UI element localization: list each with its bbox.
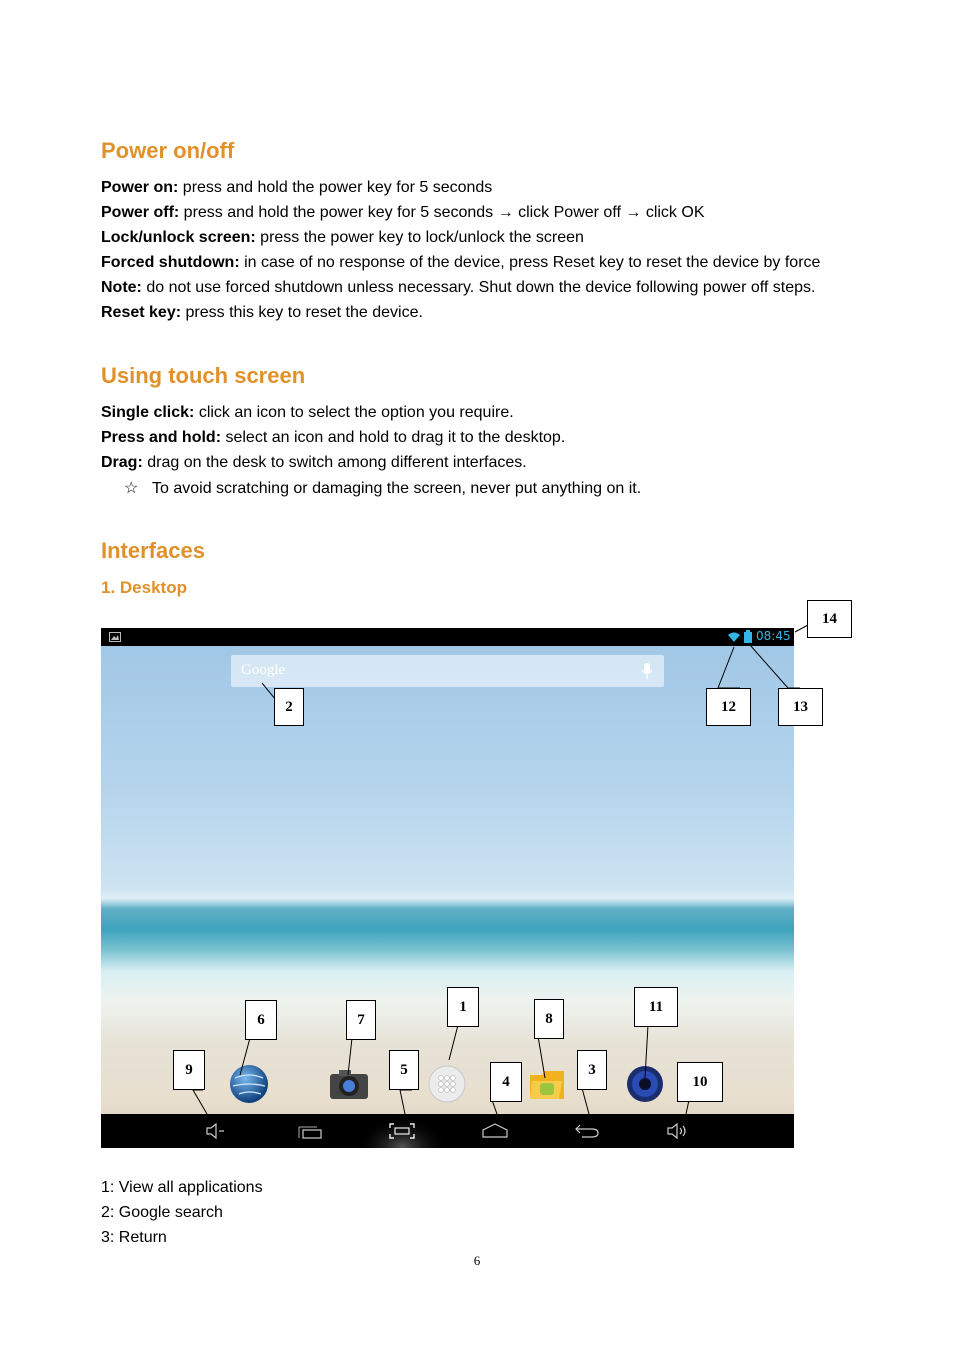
section-title-touch: Using touch screen (101, 363, 306, 388)
item-text: press this key to reset the device. (181, 304, 423, 321)
item-text: press and hold the power key for 5 seconds (178, 179, 493, 196)
item-text: press the power key to lock/unlock the screen (255, 229, 584, 246)
item-text: press and hold the power key for 5 seconds → click Power off → click OK (179, 204, 705, 221)
section-title-power: Power on/off (101, 138, 235, 163)
note-text: To avoid scratching or damaging the screen, never put anything on it. (152, 480, 642, 497)
item-label: Note: (101, 279, 142, 296)
section-title-interfaces: Interfaces (101, 538, 205, 563)
pointer-5 (400, 1090, 412, 1114)
legend-item: 3: Return (101, 1229, 167, 1246)
pointer-12 (718, 647, 740, 688)
item-label: Drag: (101, 454, 143, 471)
pointer-13 (750, 645, 800, 688)
callout-10: 10 (677, 1062, 723, 1102)
page-number: 6 (473, 1253, 481, 1268)
item-label: Power on: (101, 179, 179, 196)
legend-item: 1: View all applications (101, 1179, 263, 1196)
item-label: Reset key: (101, 304, 182, 321)
item-label: Lock/unlock screen: (101, 229, 256, 246)
item-label: Forced shutdown: (101, 254, 240, 271)
item-label: Single click: (101, 404, 195, 421)
item-text: drag on the desk to switch among different interfaces. (142, 454, 527, 471)
pointer-7 (348, 1038, 360, 1075)
item-text: select an icon and hold to drag it to the desktop. (221, 429, 566, 446)
pointer-8 (538, 1036, 545, 1078)
pointer-10 (686, 1100, 697, 1114)
pointer-11 (645, 1025, 656, 1078)
search-bar-text: Google (241, 662, 286, 678)
item-text: in case of no response of the device, press Reset key to reset the device by force (239, 254, 821, 271)
star-icon: ☆ (124, 480, 139, 497)
callout-12: 12 (706, 688, 751, 726)
callout-5: 5 (389, 1050, 419, 1090)
callout-14: 14 (807, 600, 852, 638)
legend-item: 2: Google search (101, 1204, 223, 1221)
callout-9: 9 (173, 1050, 205, 1090)
pointer-6 (240, 1038, 262, 1075)
clock: 08:45 (756, 629, 791, 643)
item-text: do not use forced shutdown unless necessary. Shut down the device following power off steps. (141, 279, 816, 296)
callout-11: 11 (634, 987, 678, 1027)
pointer-3 (582, 1088, 595, 1114)
callout-3: 3 (577, 1050, 607, 1090)
callout-13: 13 (778, 688, 823, 726)
pointer-1 (449, 1025, 467, 1060)
pointer-9 (193, 1090, 207, 1114)
pointer-4 (492, 1100, 503, 1114)
item-text: click an icon to select the option you require. (194, 404, 514, 421)
callout-1: 1 (447, 987, 479, 1027)
callout-2: 2 (274, 688, 304, 726)
callout-6: 6 (245, 1000, 277, 1040)
item-label: Power off: (101, 204, 180, 221)
callout-8: 8 (534, 999, 564, 1039)
item-label: Press and hold: (101, 429, 222, 446)
callout-7: 7 (346, 1000, 376, 1040)
subsection-title-desktop: 1. Desktop (101, 578, 187, 597)
callout-4: 4 (490, 1062, 522, 1102)
